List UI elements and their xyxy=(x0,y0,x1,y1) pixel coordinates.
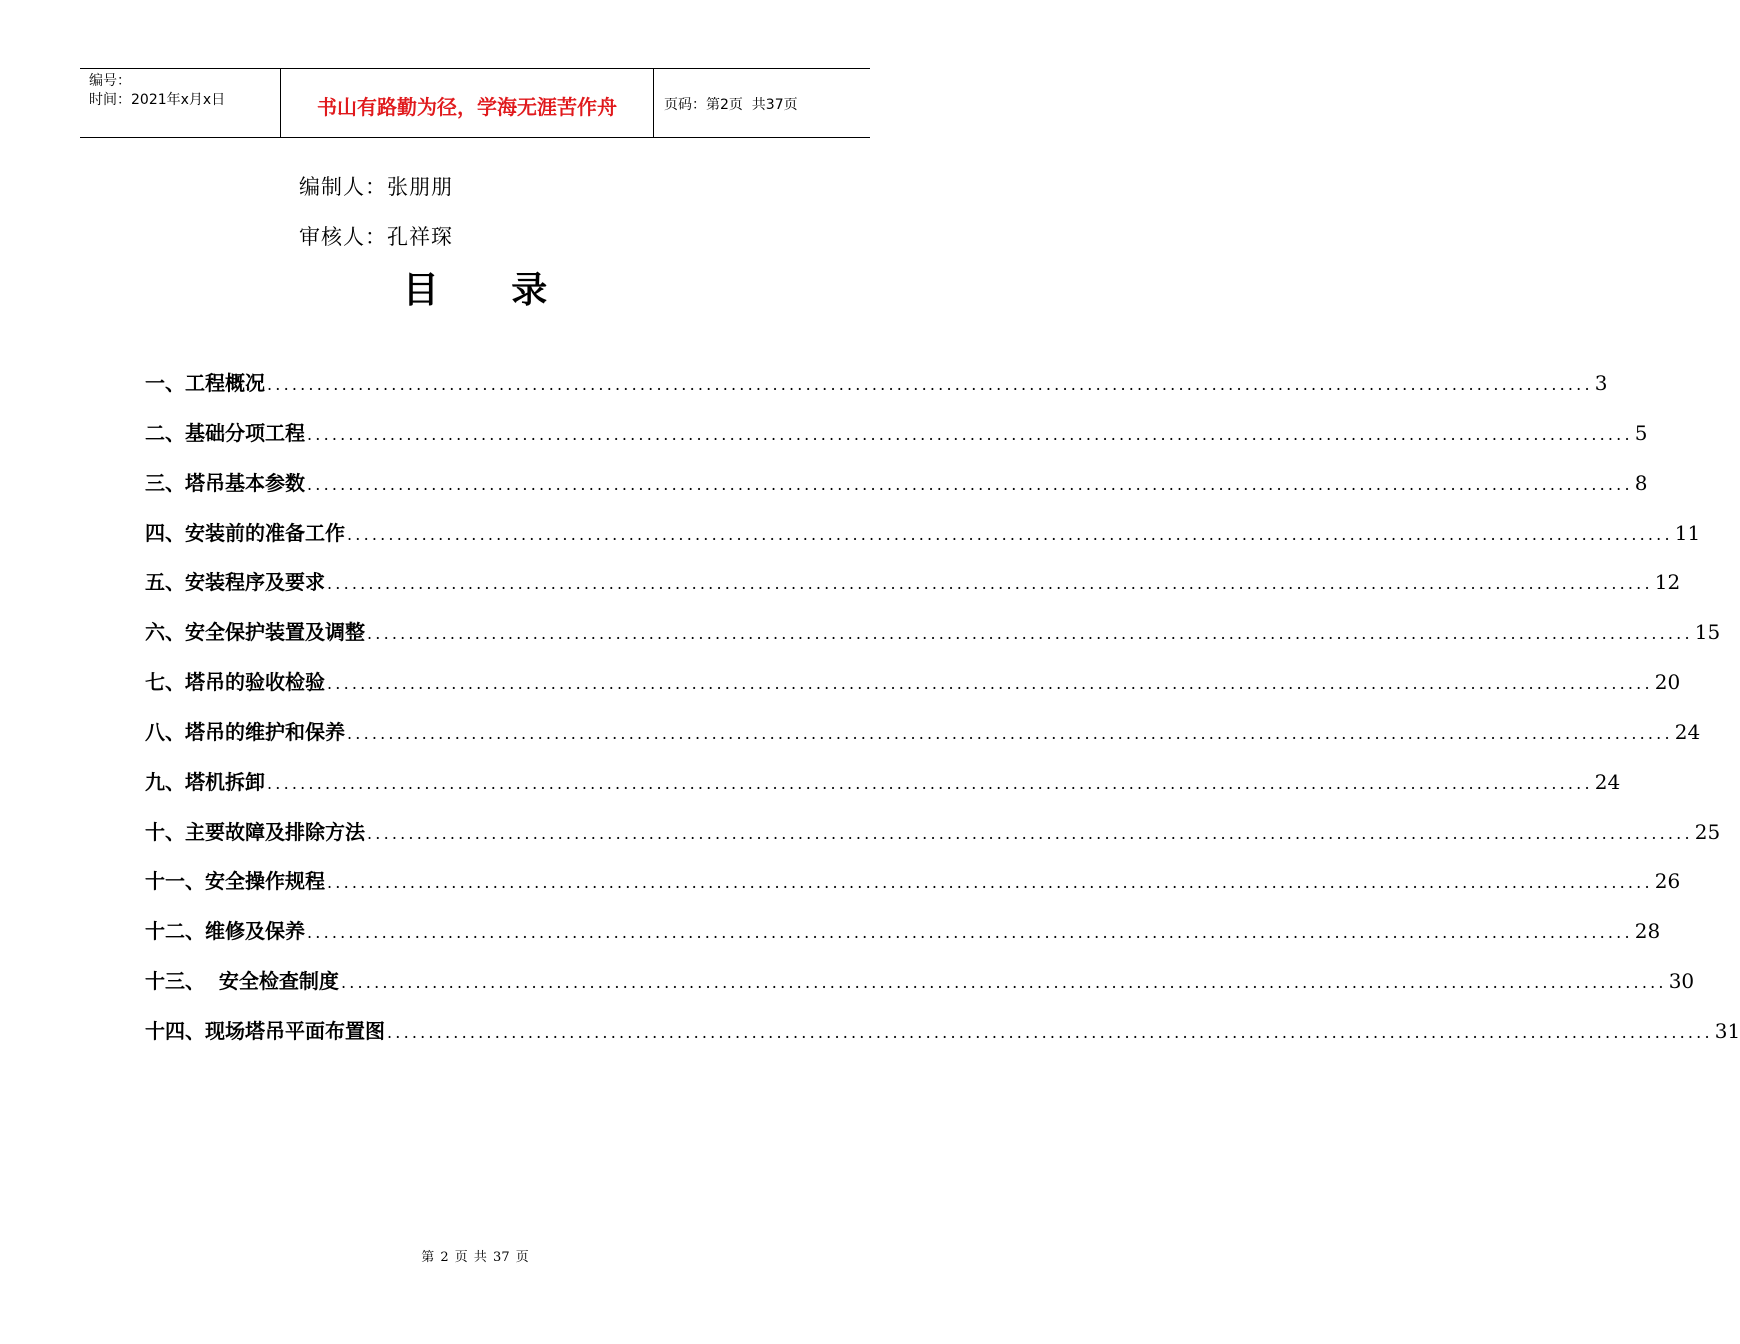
reviewer-line: 审核人：孔祥琛 xyxy=(299,225,453,249)
toc-entry[interactable] xyxy=(145,666,1681,716)
toc-leader-dots: ................................................................................................................................................................ xyxy=(347,723,1673,743)
toc-leader-dots: ................................................................................................................................................................ xyxy=(387,1022,1713,1042)
header-page-cell xyxy=(654,69,870,137)
toc-entry-page: 11 xyxy=(1674,520,1701,545)
toc-entry[interactable] xyxy=(145,417,1648,467)
toc-entry-page: 5 xyxy=(1634,420,1648,445)
toc-entry[interactable] xyxy=(145,766,1621,816)
toc-entry[interactable] xyxy=(145,517,1701,567)
toc-leader-dots: ................................................................................................................................................................ xyxy=(327,574,1653,594)
toc-entry-page: 26 xyxy=(1654,869,1681,894)
toc-entry-label: 一、工程概况 xyxy=(145,371,265,395)
toc-entry-label: 五、安装程序及要求 xyxy=(145,570,325,595)
header-page-info: 页码：第2页 共37页 xyxy=(664,97,798,113)
toc-leader-dots: ................................................................................................................................................................ xyxy=(307,923,1633,943)
toc-entry[interactable] xyxy=(145,716,1701,766)
toc-entry[interactable] xyxy=(145,367,1608,417)
toc-entry[interactable] xyxy=(145,965,1695,1015)
toc-leader-dots: ................................................................................................................................................................ xyxy=(367,823,1693,843)
header-motto: 书山有路勤为径，学海无涯苦作舟 xyxy=(281,69,654,137)
toc-leader-dots: ................................................................................................................................................................ xyxy=(307,424,1633,444)
toc-entry[interactable] xyxy=(145,865,1681,915)
document-number-label: 编号： xyxy=(89,73,131,89)
toc-title: 目 录 xyxy=(402,270,578,311)
toc-entry-label: 四、安装前的准备工作 xyxy=(145,520,345,545)
header-info-cell xyxy=(80,69,281,137)
toc-entry[interactable] xyxy=(145,566,1681,616)
toc-leader-dots: ................................................................................................................................................................ xyxy=(340,973,1667,993)
toc-entry[interactable] xyxy=(145,1015,1740,1065)
page-header xyxy=(80,68,870,138)
toc-entry[interactable] xyxy=(145,616,1721,666)
table-of-contents xyxy=(145,367,1740,1065)
toc-entry-page: 8 xyxy=(1634,470,1648,495)
toc-entry-page: 24 xyxy=(1594,769,1621,794)
toc-entry-page: 3 xyxy=(1594,371,1608,395)
toc-entry-label: 十一、安全操作规程 xyxy=(145,869,325,894)
toc-entry-label: 十、主要故障及排除方法 xyxy=(145,819,365,844)
toc-entry-label: 十四、现场塔吊平面布置图 xyxy=(145,1018,385,1043)
toc-entry-page: 28 xyxy=(1634,919,1661,944)
toc-leader-dots: ................................................................................................................................................................ xyxy=(347,524,1673,544)
toc-leader-dots: ................................................................................................................................................................ xyxy=(327,674,1653,694)
toc-entry[interactable] xyxy=(145,915,1661,965)
toc-leader-dots: ................................................................................................................................................................ xyxy=(267,375,1593,394)
toc-entry-page: 25 xyxy=(1694,819,1721,844)
toc-entry-label: 七、塔吊的验收检验 xyxy=(145,670,325,695)
page-footer: 第 2 页 共 37 页 xyxy=(421,1250,529,1265)
toc-leader-dots: ................................................................................................................................................................ xyxy=(267,773,1593,793)
toc-entry-page: 30 xyxy=(1668,969,1695,994)
toc-entry-label: 十三、 安全检查制度 xyxy=(145,969,339,994)
toc-entry-label: 二、基础分项工程 xyxy=(145,420,305,445)
toc-leader-dots: ................................................................................................................................................................ xyxy=(307,474,1633,494)
toc-entry-page: 31 xyxy=(1714,1018,1740,1043)
toc-entry-label: 九、塔机拆卸 xyxy=(145,769,265,794)
toc-entry-label: 六、安全保护装置及调整 xyxy=(145,620,365,645)
toc-leader-dots: ................................................................................................................................................................ xyxy=(327,873,1653,893)
toc-entry-page: 15 xyxy=(1694,620,1721,645)
toc-entry-label: 三、塔吊基本参数 xyxy=(145,470,305,495)
toc-entry-page: 12 xyxy=(1654,570,1681,595)
toc-entry-page: 20 xyxy=(1654,670,1681,695)
document-date-label: 时间：2021年x月x日 xyxy=(89,92,226,108)
toc-leader-dots: ................................................................................................................................................................ xyxy=(367,624,1693,644)
toc-entry[interactable] xyxy=(145,467,1648,517)
toc-entry-label: 十二、维修及保养 xyxy=(145,919,305,944)
toc-entry-page: 24 xyxy=(1674,719,1701,744)
toc-entry-label: 八、塔吊的维护和保养 xyxy=(145,719,345,744)
compiler-line: 编制人：张朋朋 xyxy=(299,175,453,199)
toc-entry[interactable] xyxy=(145,816,1721,866)
